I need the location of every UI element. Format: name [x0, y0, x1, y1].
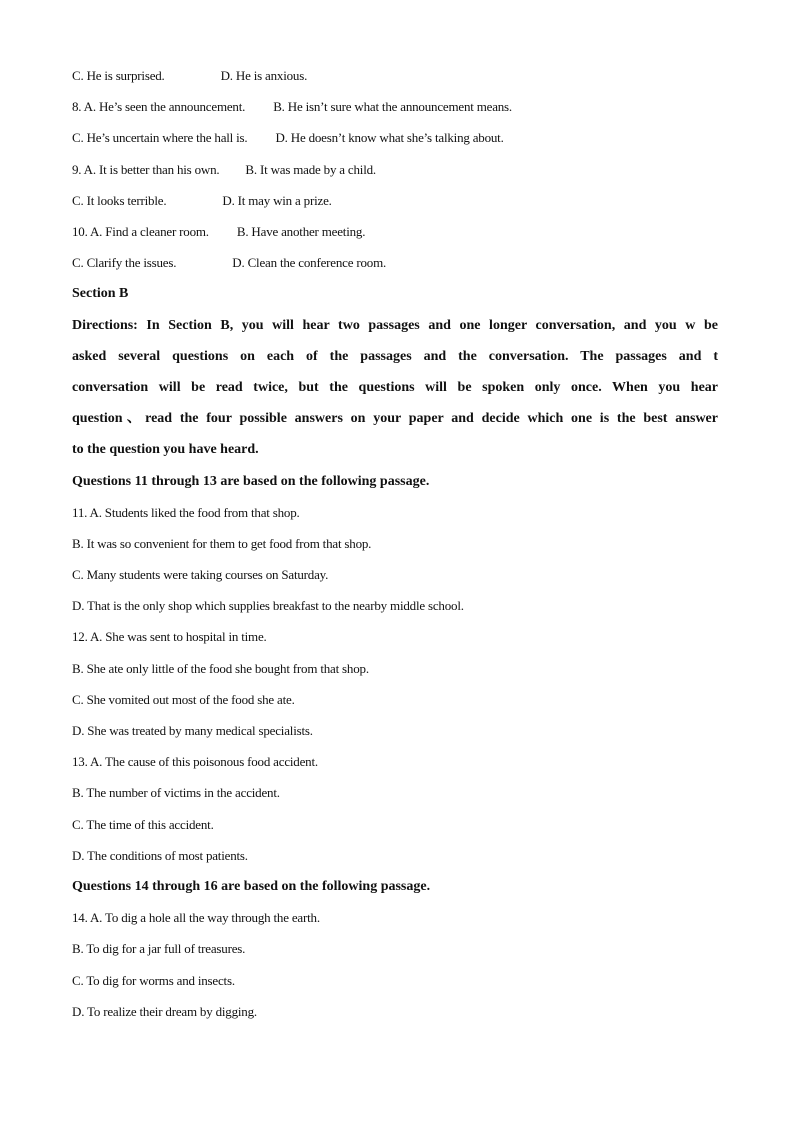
option-line: [72, 154, 722, 185]
directions-line: to the question you have heard.: [72, 442, 259, 458]
option-line: B. She ate only little of the food she bought from that shop.: [72, 660, 369, 676]
option-text: B. He isn’t sure what the announcement means.: [273, 99, 512, 115]
option-line: [72, 247, 722, 278]
option-text: B. It was made by a child.: [245, 161, 376, 177]
option-line: [72, 91, 722, 122]
option-line: [72, 60, 722, 91]
option-text: 8. A. He’s seen the announcement.: [72, 99, 246, 115]
option-line: C. To dig for worms and insects.: [72, 972, 235, 988]
option-line: C. She vomited out most of the food she ate.: [72, 691, 295, 707]
option-line: C. Many students were taking courses on Saturday.: [72, 567, 329, 583]
option-line: D. That is the only shop which supplies breakfast to the nearby middle school.: [72, 598, 464, 614]
option-line: B. To dig for a jar full of treasures.: [72, 941, 246, 957]
option-line: [72, 122, 722, 153]
option-text: C. It looks terrible.: [72, 192, 167, 208]
directions-line: Directions: In Section B, you will hear two passages and one longer conversation, and you w be: [72, 317, 718, 333]
directions-line: conversation will be read twice, but the questions will be spoken only once. When you hear: [72, 379, 718, 395]
option-text: C. Clarify the issues.: [72, 255, 177, 271]
option-line: [72, 185, 722, 216]
option-line: B. It was so convenient for them to get food from that shop.: [72, 535, 372, 551]
option-line: 13. A. The cause of this poisonous food accident.: [72, 754, 318, 770]
option-text: D. Clean the conference room.: [232, 255, 387, 271]
option-line: D. The conditions of most patients.: [72, 847, 248, 863]
section-heading: Section B: [72, 286, 129, 302]
option-line: 12. A. She was sent to hospital in time.: [72, 629, 267, 645]
directions-paragraph: [72, 310, 718, 466]
option-text: D. He doesn’t know what she’s talking about.: [275, 130, 504, 146]
option-text: D. He is anxious.: [220, 68, 308, 83]
option-line: 14. A. To dig a hole all the way through the earth.: [72, 910, 320, 926]
option-line: D. To realize their dream by digging.: [72, 1003, 257, 1019]
document-page: [72, 60, 722, 1027]
option-text: 9. A. It is better than his own.: [72, 161, 220, 177]
option-line: 11. A. Students liked the food from that shop.: [72, 504, 300, 520]
directions-line: asked several questions on each of the passages and the conversation. The passages and t: [72, 348, 718, 364]
option-text: B. Have another meeting.: [236, 223, 366, 239]
option-text: C. He is surprised.: [72, 68, 165, 83]
option-line: [72, 216, 722, 247]
option-line: D. She was treated by many medical specialists.: [72, 723, 313, 739]
directions-line: question、read the four possible answers on your paper and decide which one is the best answer: [72, 411, 718, 427]
questions-heading: Questions 14 through 16 are based on the following passage.: [72, 878, 431, 894]
option-line: C. The time of this accident.: [72, 816, 214, 832]
option-line: B. The number of victims in the accident.: [72, 785, 280, 801]
questions-heading: Questions 11 through 13 are based on the following passage.: [72, 473, 430, 489]
option-text: D. It may win a prize.: [222, 192, 332, 208]
option-text: C. He’s uncertain where the hall is.: [72, 130, 248, 146]
option-text: 10. A. Find a cleaner room.: [72, 223, 209, 239]
